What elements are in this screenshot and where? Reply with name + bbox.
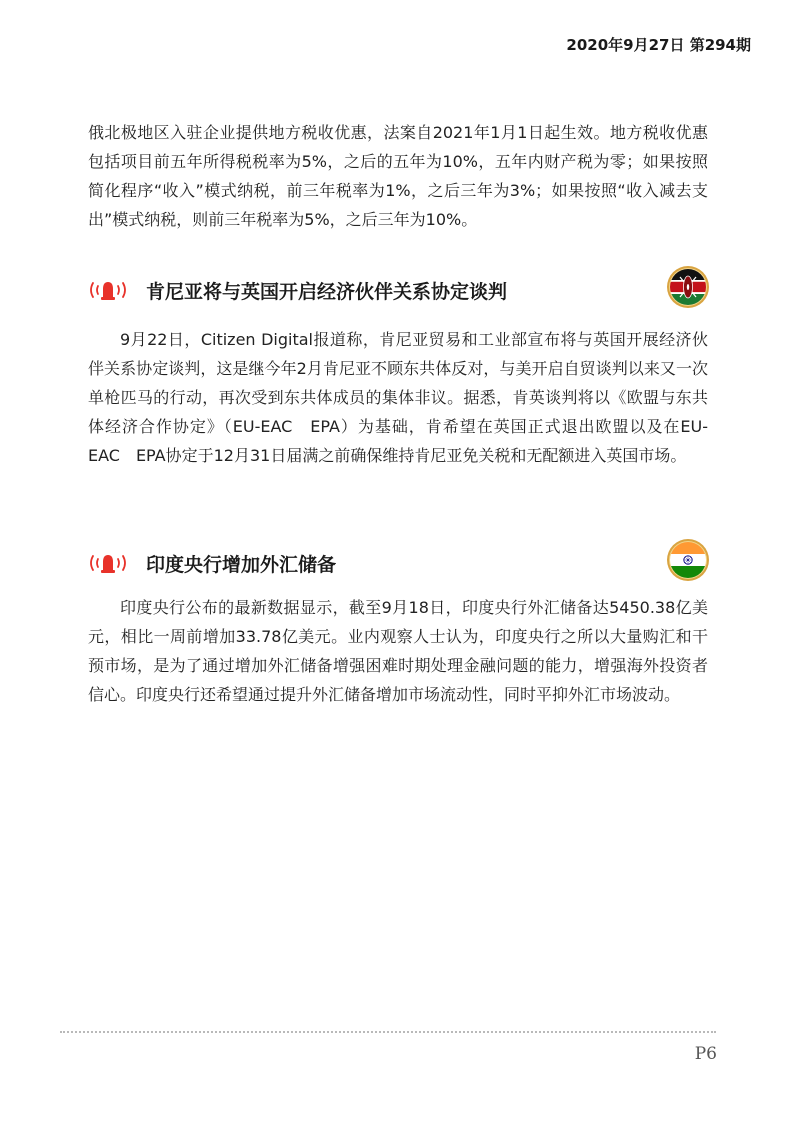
section-title: 肯尼亚将与英国开启经济伙伴关系协定谈判 xyxy=(146,281,508,303)
issue-date-header: 2020年9月27日 第294期 xyxy=(566,36,751,54)
india-flag-icon xyxy=(666,538,710,582)
page-number: P6 xyxy=(694,1044,717,1064)
section-header-india xyxy=(88,538,710,586)
section-body-india: 印度央行公布的最新数据显示，截至9月18日，印度央行外汇储备达5450.38亿美元，相比一周前增加33.78亿美元。业内观察人士认为，印度央行之所以大量购汇和干预市场，是为了通过增加外汇储备增强困难时期处理金融问题的能力，增强海外投资者信心。印度央行还希望通过提升外汇储备增加市场流动性，同时平抑外汇市场波动。 xyxy=(88,598,708,704)
kenya-flag-icon xyxy=(666,265,710,309)
section-title: 印度央行增加外汇储备 xyxy=(146,554,337,576)
alarm-bell-icon xyxy=(88,551,128,575)
section-body-kenya: 9月22日，Citizen Digital报道称，肯尼亚贸易和工业部宣布将与英国开展经济伙伴关系协定谈判，这是继今年2月肯尼亚不顾东共体反对，与美开启自贸谈判以来又一次单枪匹马的行动，再次受到东共体成员的集体非议。据悉，肯英谈判将以《欧盟与东共体经济合作协定》（EU-EAC EPA）为基础，肯希望在英国正式退出欧盟以及在EU-EAC EPA协定于12月31日届满之前确保维持肯尼亚免关税和无配额进入英国市场。 xyxy=(88,330,708,465)
section-header-kenya xyxy=(88,265,710,313)
alarm-bell-icon xyxy=(88,278,128,302)
intro-paragraph: 俄北极地区入驻企业提供地方税收优惠，法案自2021年1月1日起生效。地方税收优惠包括项目前五年所得税税率为5%，之后的五年为10%，五年内财产税为零；如果按照简化程序“收入”模式纳税，前三年税率为1%，之后三年为3%；如果按照“收入减去支出”模式纳税，则前三年税率为5%，之后三年为10%。 xyxy=(88,123,708,229)
footer-divider xyxy=(60,1031,716,1033)
